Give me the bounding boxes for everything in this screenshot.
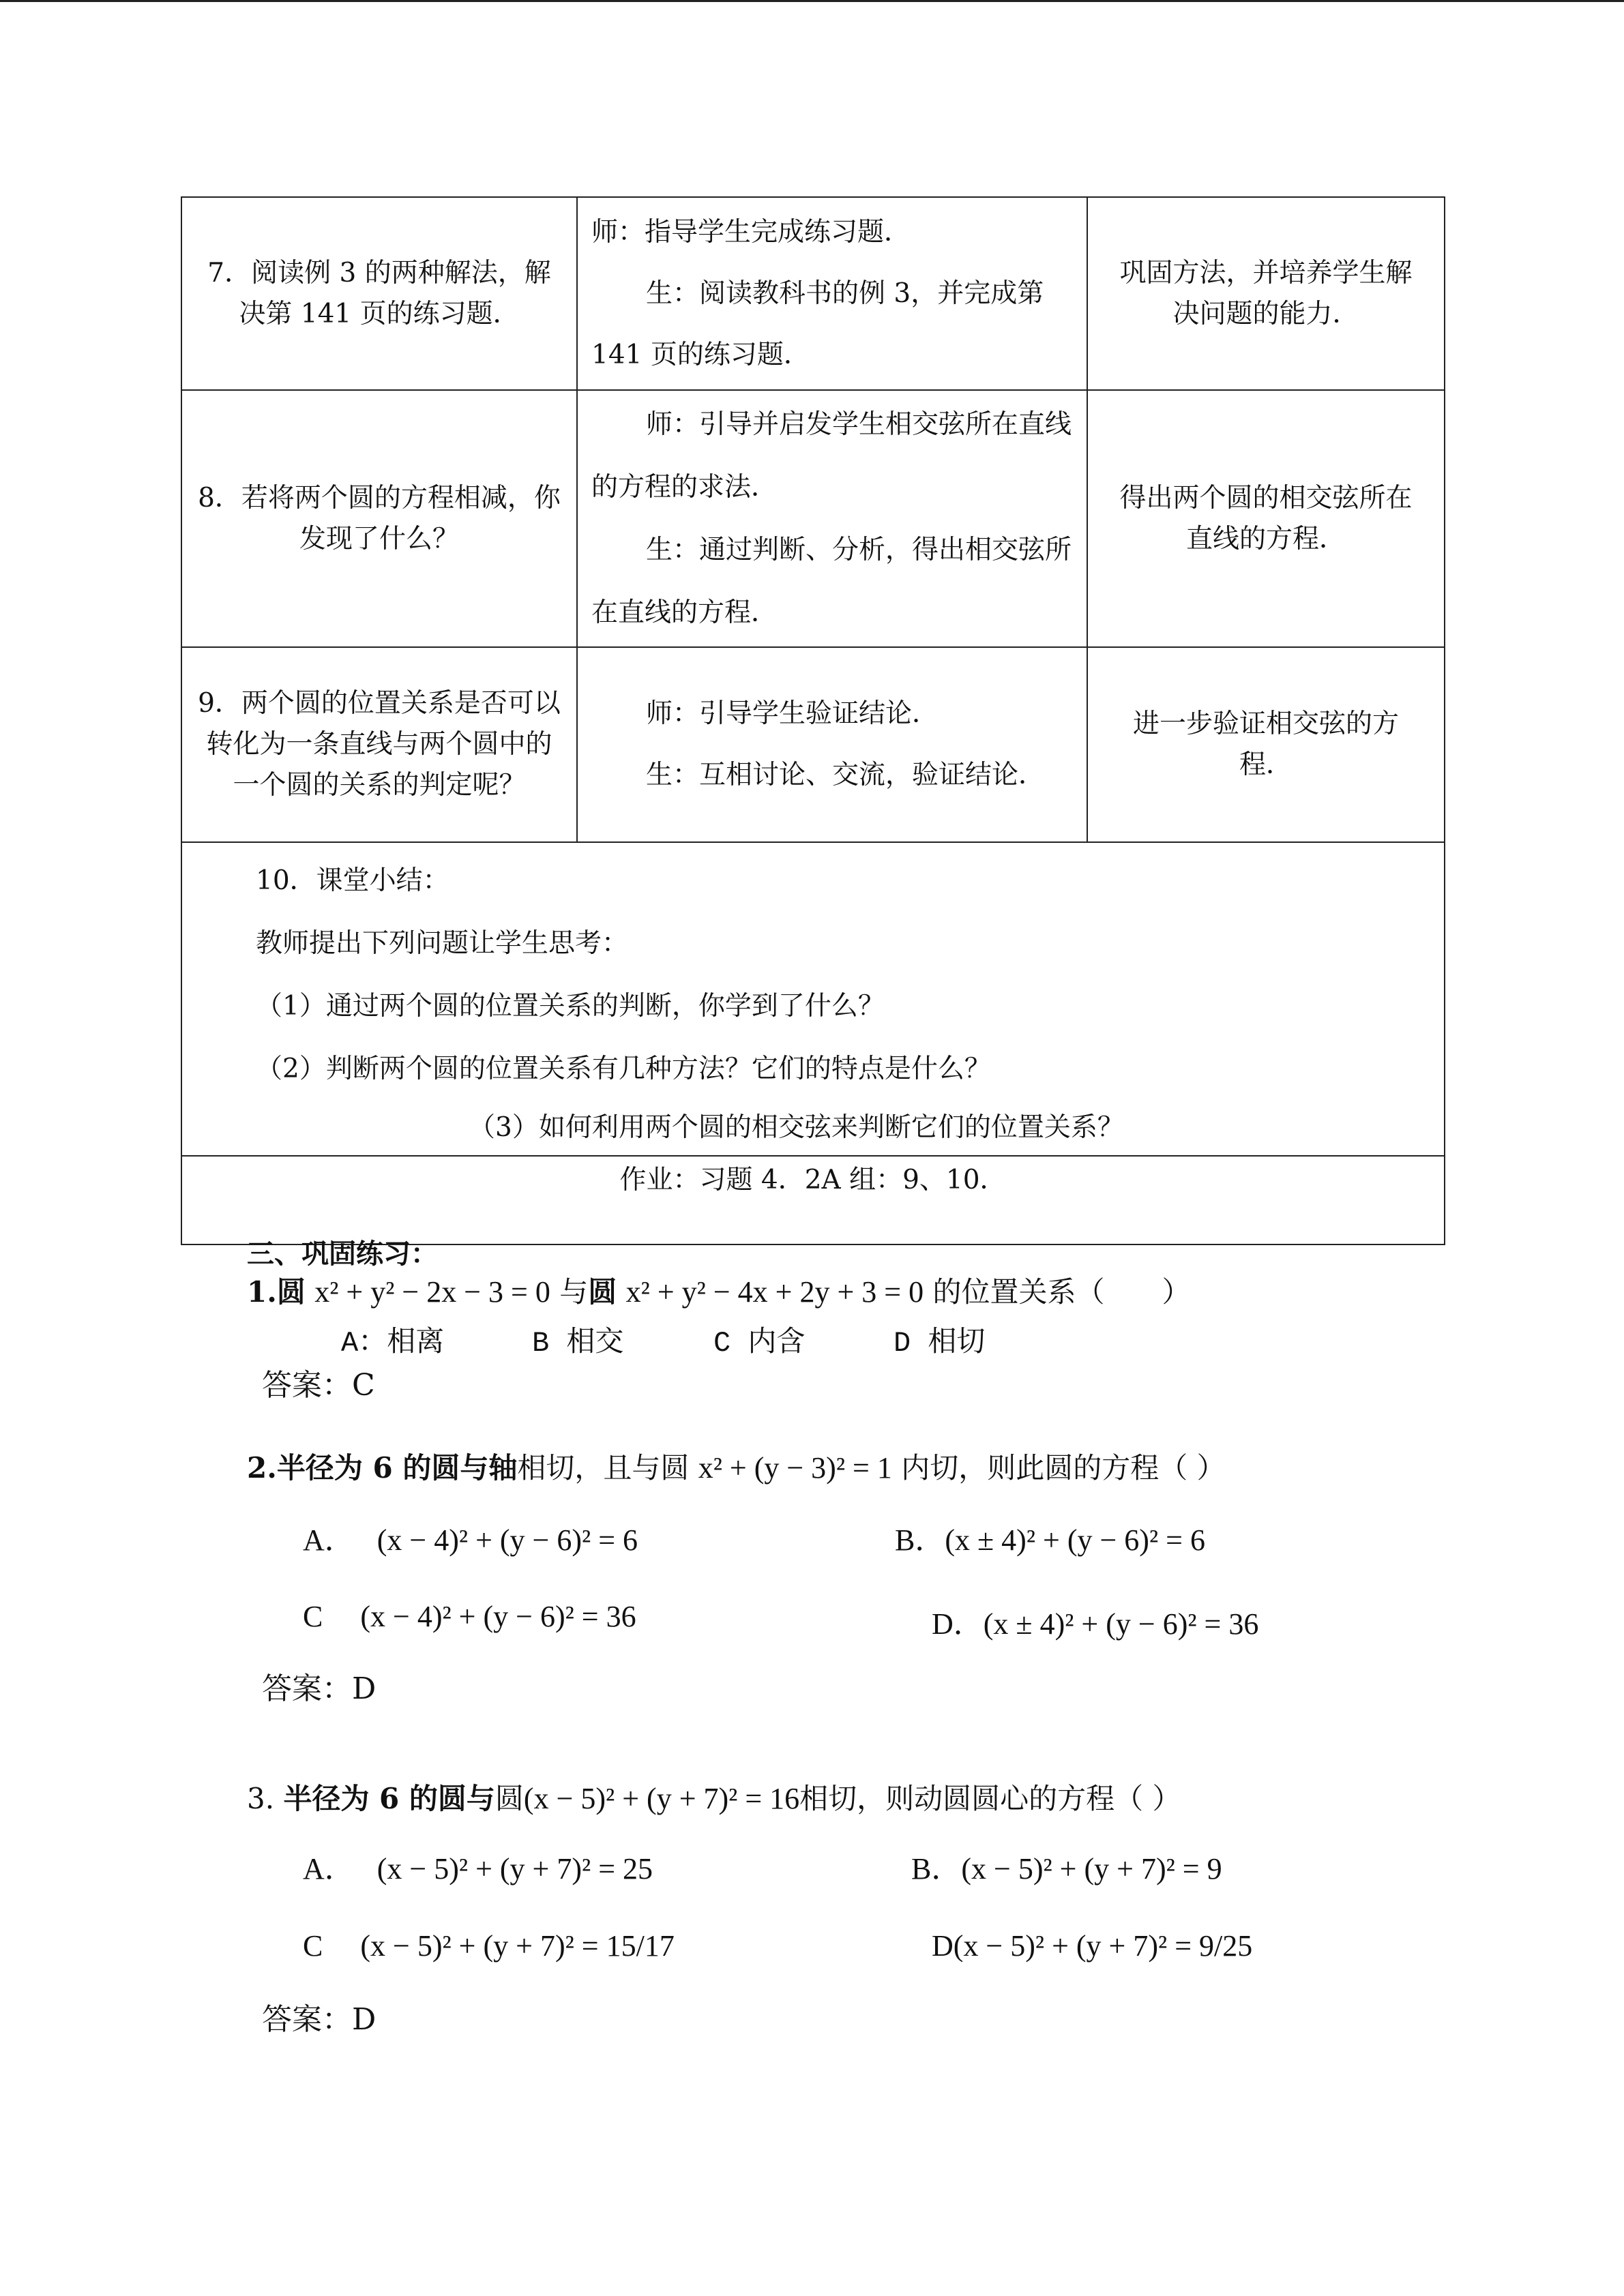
answer: 答案：D (262, 2002, 377, 2037)
exercise-2-stem (247, 1446, 1226, 1487)
stem-bold: 半径为 6 的圆与 (283, 1782, 495, 1815)
option-label: C (303, 1600, 323, 1633)
summary-cell (181, 842, 1445, 1156)
option-equation: (x − 5)² + (y + 7)² = 25 (377, 1852, 653, 1885)
question-cell: 8．若将两个圆的方程相减，你发现了什么？ (181, 390, 577, 647)
homework-cell: 作业：习题 4．2A 组：9、10． (181, 1156, 1445, 1244)
option-label: B． (895, 1523, 945, 1557)
option-b (911, 1844, 1222, 1888)
stem-text: 相切，且与圆 (517, 1451, 690, 1485)
stem-text: 圆 (494, 1782, 524, 1815)
question-cell: 9．两个圆的位置关系是否可以转化为一条直线与两个圆中的一个圆的关系的判定呢？ (181, 647, 577, 842)
purpose-cell: 进一步验证相交弦的方程． (1087, 647, 1445, 842)
table-row (181, 390, 1445, 647)
option-label: D． (932, 1607, 984, 1641)
option-d: D 相切 (894, 1327, 986, 1360)
option-a (303, 1515, 638, 1559)
option-equation: (x − 4)² + (y − 6)² = 6 (377, 1523, 638, 1557)
table-row (181, 647, 1445, 842)
circle-word: 圆 (588, 1275, 617, 1309)
table-row (181, 197, 1445, 390)
equation: x² + y² − 4x + 2y + 3 = 0 (625, 1275, 924, 1309)
circle-word: 圆 (276, 1275, 306, 1309)
option-label: A． (303, 1852, 355, 1885)
student-activity: 生：阅读教科书的例 3，并完成第 141 页的练习题． (591, 278, 1044, 370)
equation: (x − 5)² + (y + 7)² = 16 (523, 1782, 800, 1815)
option-a (303, 1844, 653, 1888)
summary-question: （1）通过两个圆的位置关系的判断，你学到了什么？ (256, 991, 885, 1022)
lesson-plan-table (181, 196, 1445, 1245)
student-activity: 生：互相讨论、交流，验证结论． (646, 760, 1046, 790)
option-d (932, 1928, 1252, 1963)
option-equation: (x − 5)² + (y + 7)² = 9 (961, 1852, 1222, 1885)
student-activity: 生：通过判断、分析，得出相交弦所在直线的方程． (591, 534, 1072, 628)
option-label: A． (303, 1523, 355, 1557)
teacher-activity: 师：引导学生验证结论． (646, 698, 939, 729)
option-c: C 内含 (713, 1327, 806, 1360)
option-c (303, 1928, 675, 1963)
activity-cell (577, 647, 1087, 842)
option-d (932, 1599, 1258, 1643)
option-label: B． (911, 1852, 962, 1885)
stem-bold: 2.半径为 6 的圆与轴 (247, 1451, 518, 1485)
option-equation: (x − 5)² + (y + 7)² = 15/17 (360, 1929, 675, 1963)
exercise-heading: 三、巩固练习： (247, 1238, 438, 1270)
equation: x² + (y − 3)² = 1 (698, 1451, 892, 1485)
answer: 答案：C (262, 1368, 375, 1403)
page-top-rule (0, 0, 1624, 2)
option-a: A：相离 (341, 1327, 445, 1360)
option-equation: (x − 5)² + (y + 7)² = 9/25 (953, 1929, 1253, 1963)
option-c (303, 1599, 636, 1634)
question-cell: 7．阅读例 3 的两种解法，解决第 141 页的练习题． (181, 197, 577, 390)
stem-tail: 的位置关系（ ） (932, 1275, 1191, 1309)
option-b: B 相交 (532, 1327, 624, 1360)
activity-cell (577, 197, 1087, 390)
answer: 答案：D (262, 1671, 377, 1706)
option-equation: (x − 4)² + (y − 6)² = 36 (360, 1600, 636, 1633)
summary-question: （3）如何利用两个圆的相交弦来判断它们的位置关系？ (469, 1112, 1124, 1143)
exercise-number: 1. (247, 1275, 277, 1309)
summary-title: 10．课堂小结： (256, 865, 449, 896)
teacher-activity: 师：指导学生完成练习题． (591, 216, 911, 248)
purpose-cell: 巩固方法，并培养学生解决问题的能力． (1087, 197, 1445, 390)
option-label: D (932, 1929, 954, 1963)
exercise-1-stem (247, 1270, 1190, 1311)
exercise-number: 3. (247, 1782, 275, 1815)
stem-tail: 相切，则动圆圆心的方程（ ） (799, 1782, 1181, 1815)
purpose-cell: 得出两个圆的相交弦所在直线的方程． (1087, 390, 1445, 647)
summary-intro: 教师提出下列问题让学生思考： (256, 928, 629, 959)
activity-cell (577, 390, 1087, 647)
option-equation: (x ± 4)² + (y − 6)² = 6 (945, 1523, 1205, 1557)
option-label: C (303, 1929, 323, 1963)
stem-tail: 内切，则此圆的方程（ ） (901, 1451, 1226, 1485)
exercise-3-stem (247, 1776, 1181, 1817)
equation: x² + y² − 2x − 3 = 0 (314, 1275, 550, 1309)
table-row (181, 1156, 1445, 1244)
summary-question: （2）判断两个圆的位置关系有几种方法？它们的特点是什么？ (256, 1054, 991, 1084)
option-equation: (x ± 4)² + (y − 6)² = 36 (983, 1607, 1259, 1641)
table-row (181, 842, 1445, 1156)
teacher-activity: 师：引导并启发学生相交弦所在直线的方程的求法． (591, 408, 1072, 503)
connector-text: 与 (559, 1275, 589, 1309)
option-b (895, 1515, 1205, 1559)
